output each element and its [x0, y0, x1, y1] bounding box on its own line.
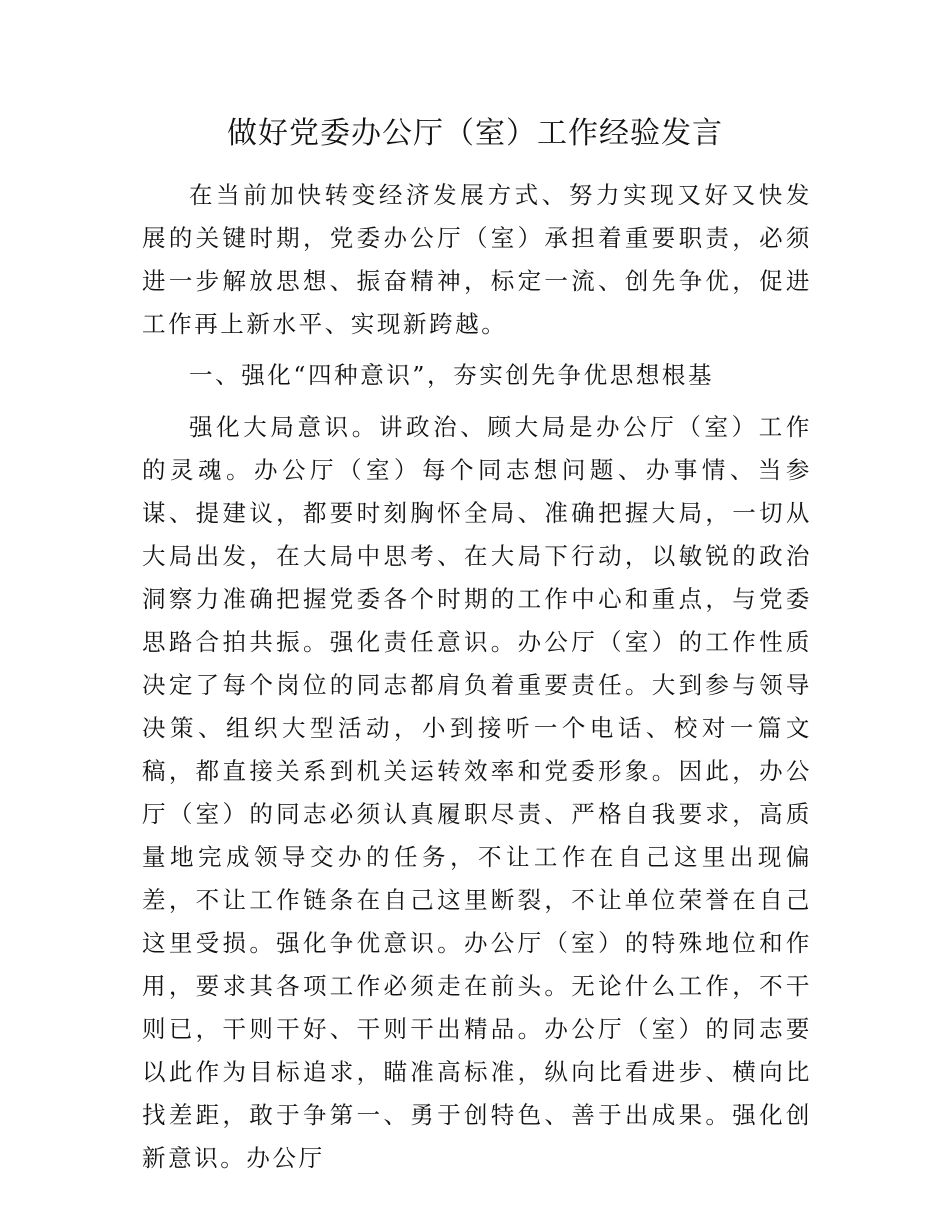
document-title: 做好党委办公厅（室）工作经验发言 — [227, 116, 723, 151]
body-paragraph: 强化大局意识。讲政治、顾大局是办公厅（室）工作的灵魂。办公厅（室）每个同志想问题、办事情、当参谋、提建议，都要时刻胸怀全局、准确把握大局，一切从大局出发，在大局中思考、在大局下行动，以敏锐的政治洞察力准确把握党委各个时期的工作中心和重点，与党委思路合拍共振。强化责任意识。办公厅（室）的工作性质决定了每个岗位的同志都肩负着重要责任。大到参与领导决策、组织大型活动，小到接听一个电话、校对一篇文稿，都直接关系到机关运转效率和党委形象。因此，办公厅（室）的同志必须认真履职尽责、严格自我要求，高质量地完成领导交办的任务，不让工作在自己这里出现偏差，不让工作链条在自己这里断裂，不让单位荣誉在自己这里受损。强化争优意识。办公厅（室）的特殊地位和作用，要求其各项工作必须走在前头。无论什么工作，不干则已，干则干好、干则干出精品。办公厅（室）的同志要以此作为目标追求，瞄准高标准，纵向比看进步、横向比找差距，敢于争第一、勇于创特色、善于出成果。强化创新意识。办公厅 — [142, 413, 812, 1172]
section-heading-1: 一、强化“四种意识”，夯实创先争优思想根基 — [189, 361, 715, 389]
intro-paragraph: 在当前加快转变经济发展方式、努力实现又好又快发展的关键时期，党委办公厅（室）承担着重要职责，必须进一步解放思想、振奋精神，标定一流、创先争优，促进工作再上新水平、实现新跨越。 — [142, 181, 812, 338]
